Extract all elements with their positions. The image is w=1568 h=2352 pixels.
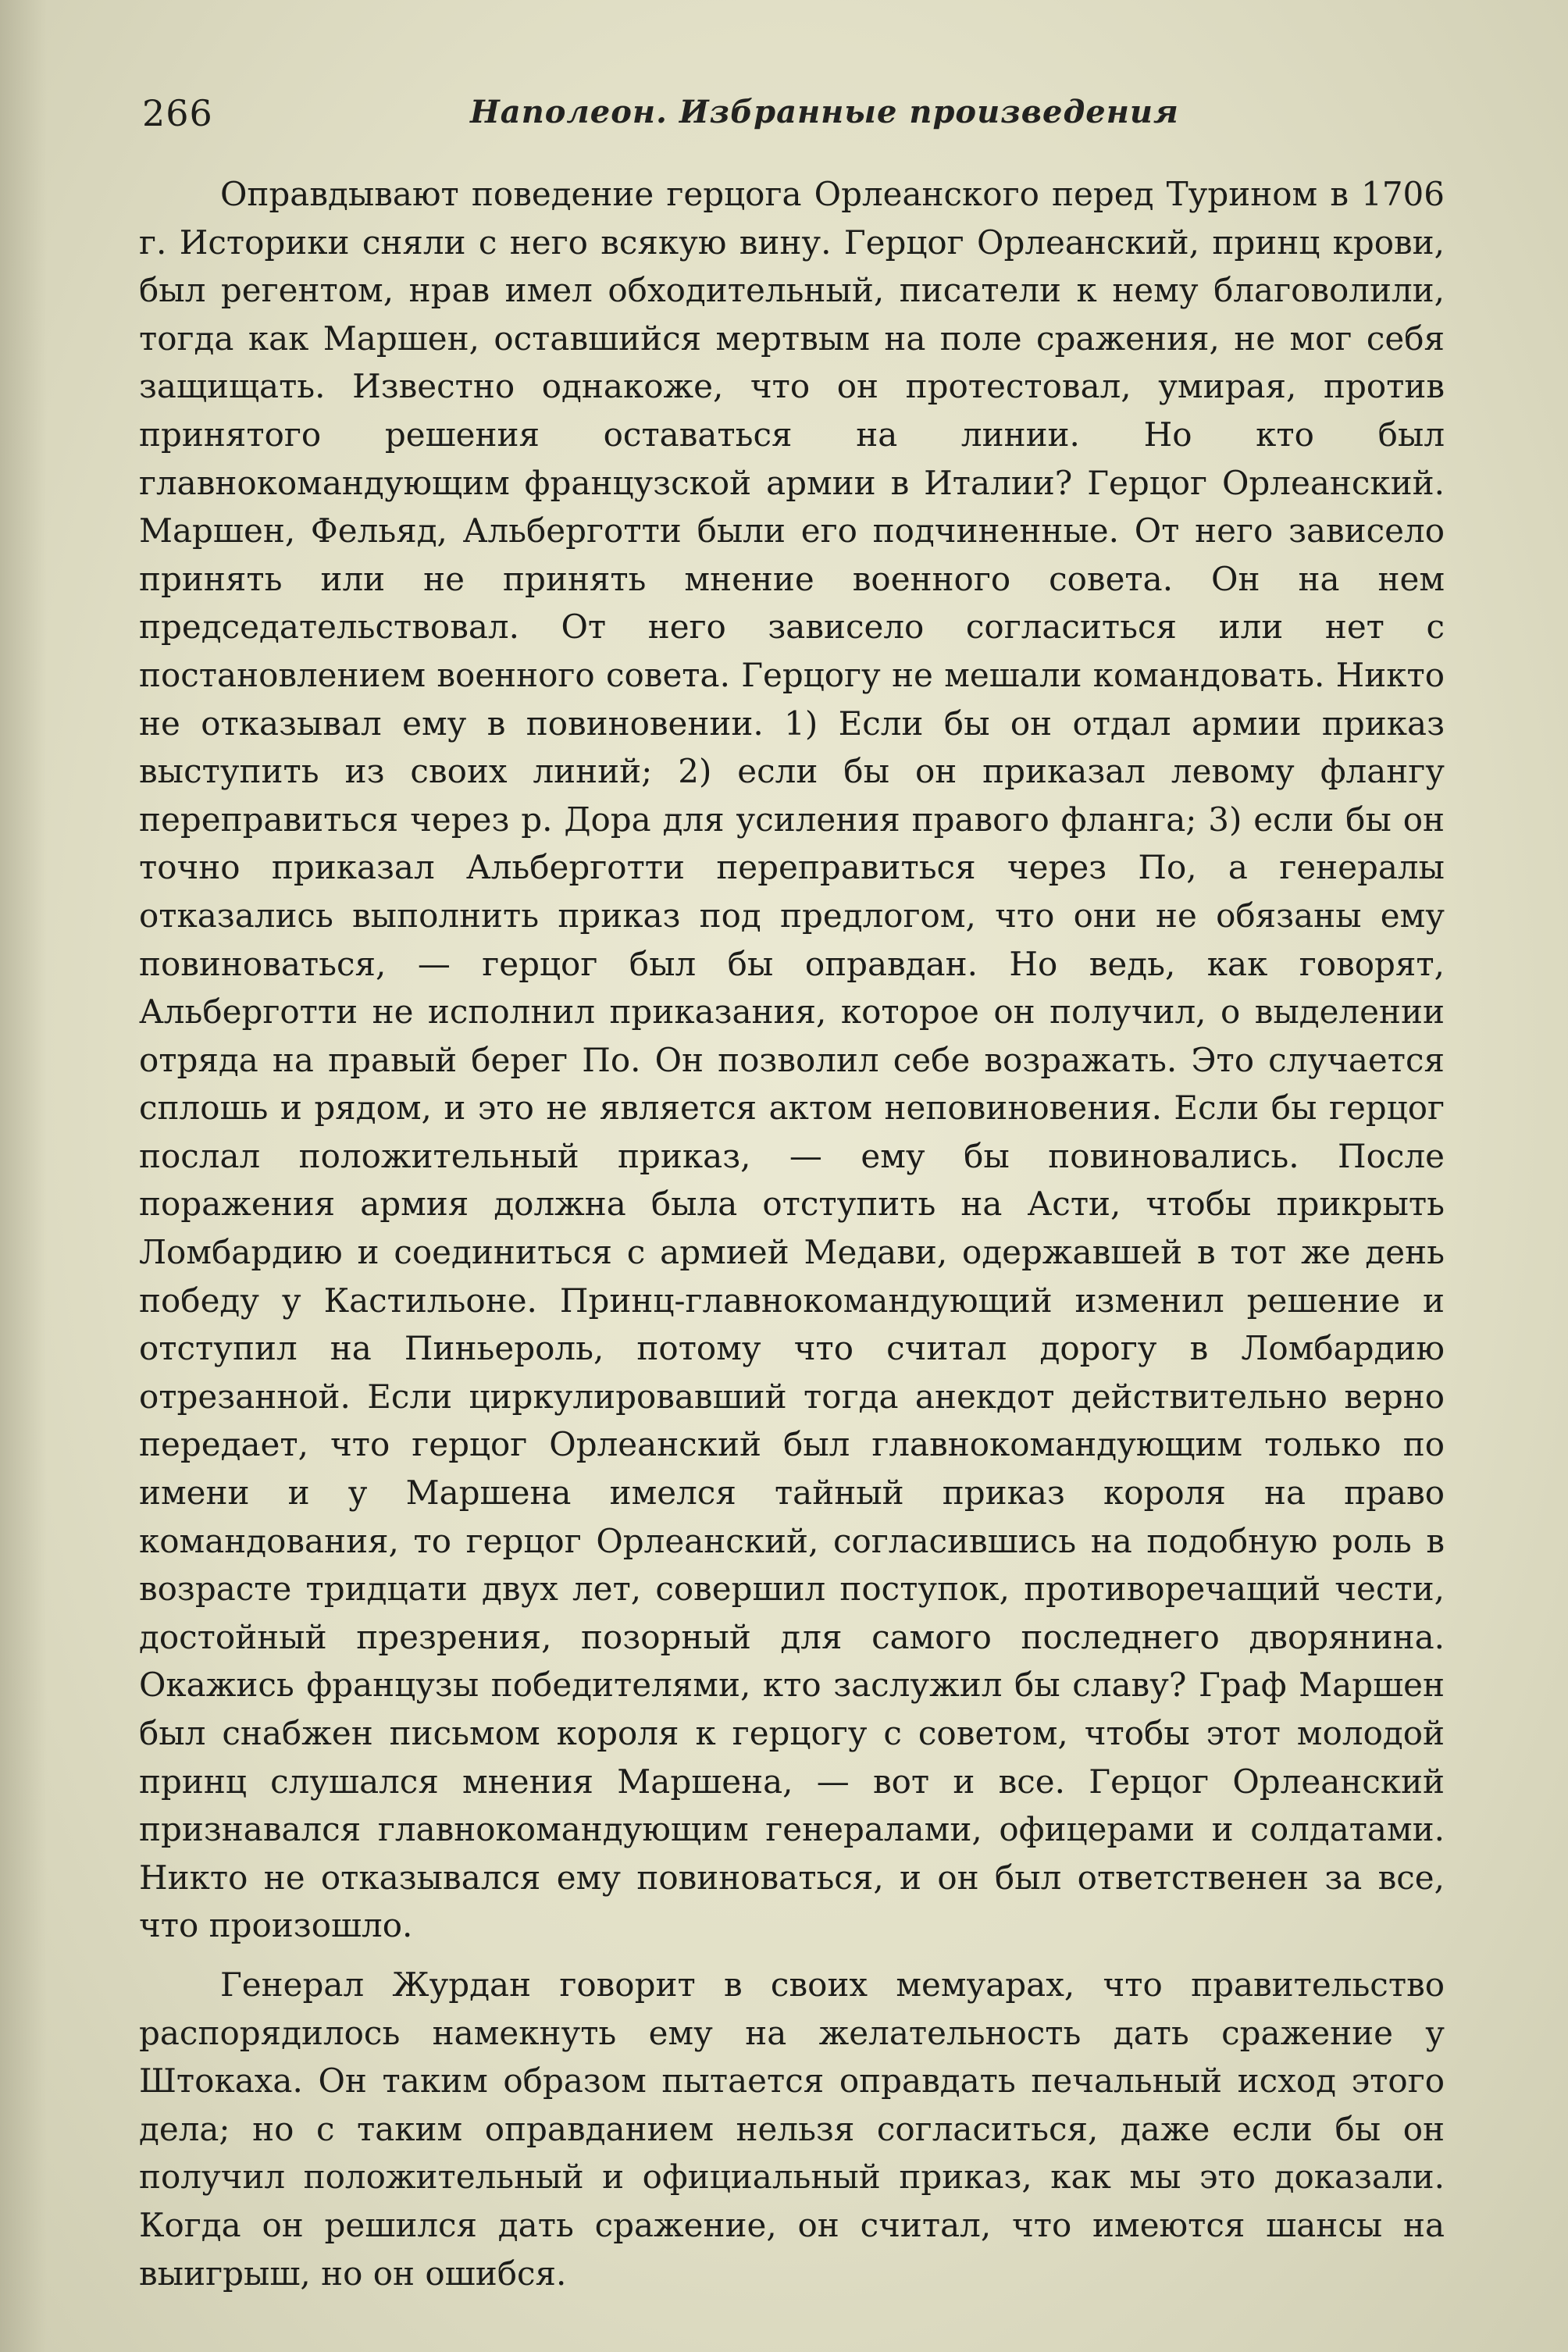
page-edge-shadow	[0, 0, 47, 2352]
page-header	[142, 92, 1438, 147]
paragraph-2: Генерал Журдан говорит в своих мемуарах, что правительство распорядилось намекнуть ему на желательность дать сражение у Штокаха. Он таким образом пытается оправдать печальный исход этого дела; но с таким оправданием нельзя согласиться, даже если бы он получил положительный и официальный приказ, как мы это доказали. Когда он решился дать сражение, он считал, что имеются шансы на выигрыш, но он ошибся.	[139, 1965, 1445, 2293]
page-number: 266	[142, 92, 213, 134]
body-text	[139, 170, 1445, 2297]
running-title: Наполеон. Избранные произведения	[470, 94, 1179, 130]
paragraph-1: Оправдывают поведение герцога Орлеанского перед Турином в 1706 г. Историки сняли с него всякую вину. Герцог Орлеанский, принц крови, был регентом, нрав имел обходительный, писатели к нему благоволили, тогда как Маршен, оставшийся мертвым на поле сражения, не мог себя защищать. Известно однакоже, что он протестовал, умирая, против принятого решения оставаться на линии. Но кто был главнокомандующим французской армии в Италии? Герцог Орлеанский. Маршен, Фельяд, Альберготти были его подчиненные. От него зависело принять или не принять мнение военного совета. Он на нем председательствовал. От него зависело согласиться или нет с постановлением военного совета. Герцогу не мешали командовать. Никто не отказывал ему в повиновении. 1) Если бы он отдал армии приказ выступить из своих линий; 2) если бы он приказал левому флангу переправиться через р. Дора для усиления правого фланга; 3) если бы он точно приказал Альберготти переправиться через По, а генералы отказались выполнить приказ под предлогом, что они не обязаны ему повиноваться, — герцог был бы оправдан. Но ведь, как говорят, Альберготти не исполнил приказания, которое он получил, о выделении отряда на правый берег По. Он позволил себе возражать. Это случается сплошь и рядом, и это не является актом неповиновения. Если бы герцог послал положительный приказ, — ему бы повиновались. После поражения армия должна была отступить на Асти, чтобы прикрыть Ломбардию и соединиться с армией Медави, одержавшей в тот же день победу у Кастильоне. Принц-главнокомандующий изменил решение и отступил на Пиньероль, потому что считал дорогу в Ломбардию отрезанной. Если циркулировавший тогда анекдот действительно верно передает, что герцог Орлеанский был главнокомандующим только по имени и у Маршена имелся тайный приказ короля на право командования, то герцог Орлеанский, согласившись на подобную роль в возрасте тридцати двух лет, совершил поступок, противоречащий чести, достойный презрения, позорный для самого последнего дворянина. Окажись французы победителями, кто заслужил бы славу? Граф Маршен был снабжен письмом короля к герцогу с советом, чтобы этот молодой принц слушался мнения Маршена, — вот и все. Герцог Орлеанский признавался главнокомандующим генералами, офицерами и солдатами. Никто не отказывался ему повиноваться, и он был ответственен за все, что произошло.	[139, 175, 1445, 1945]
